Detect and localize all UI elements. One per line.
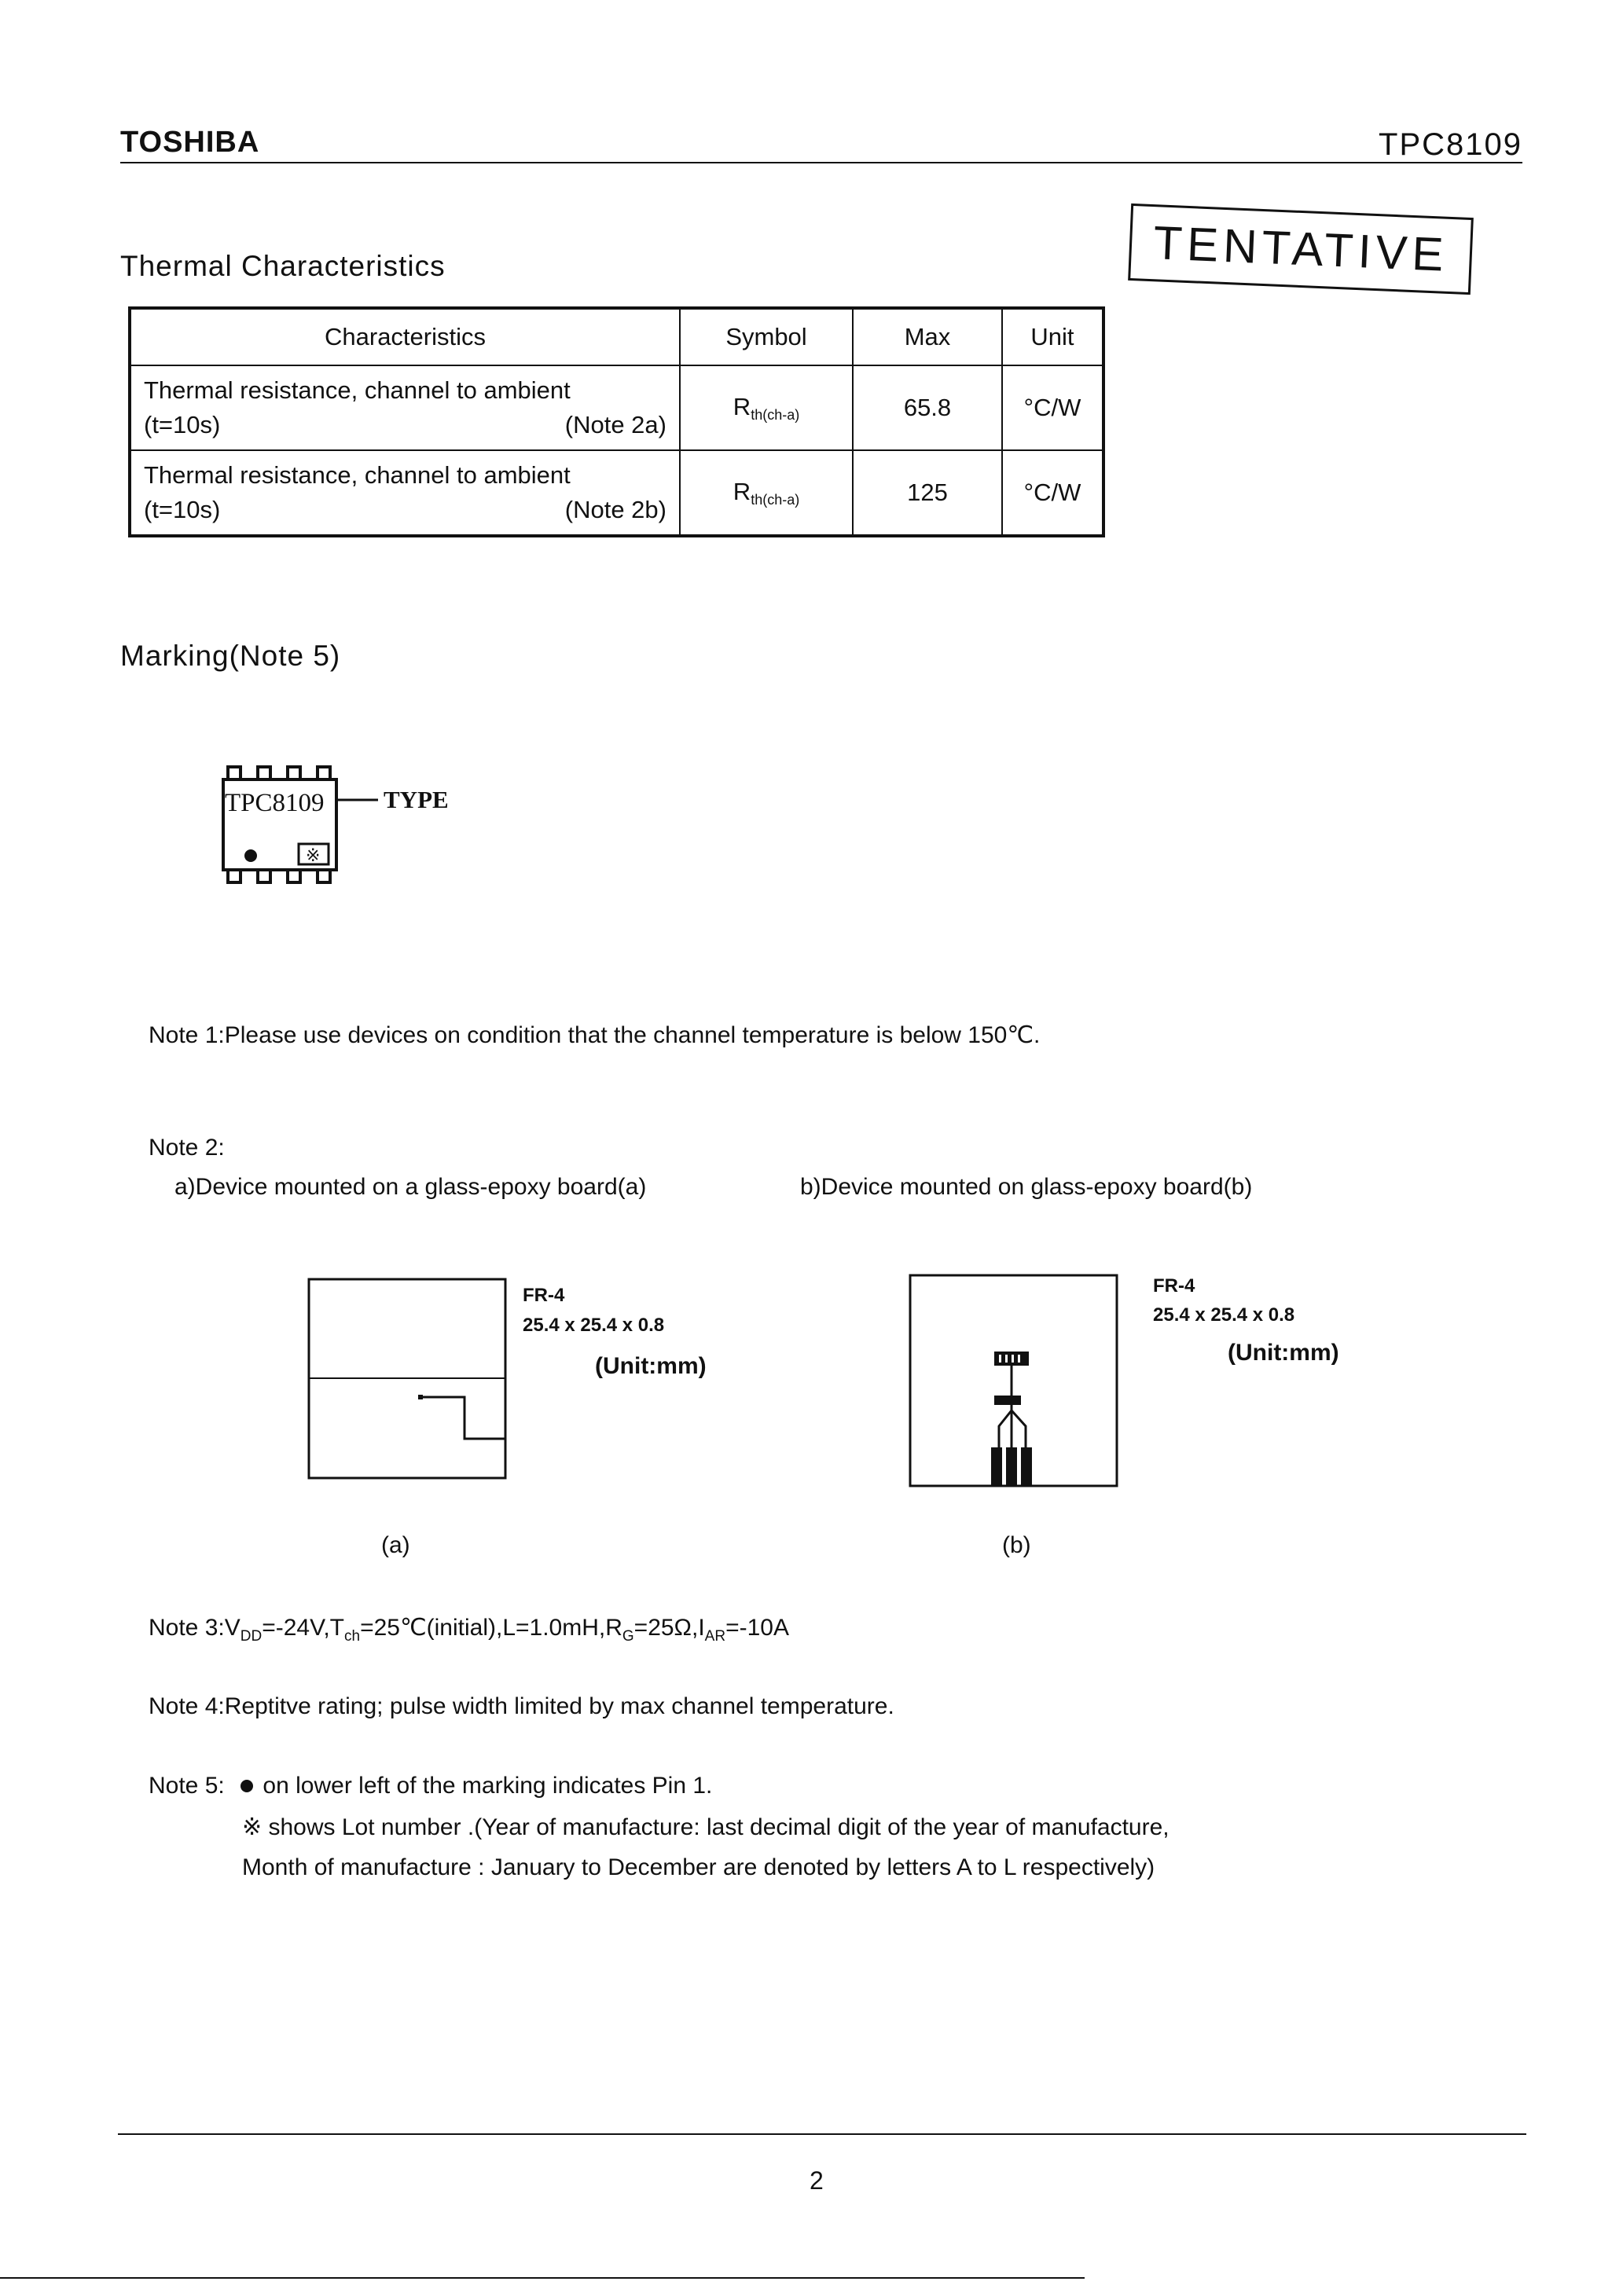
package-marking-diagram xyxy=(217,756,484,905)
note3-sub: AR xyxy=(704,1628,726,1645)
note-4: Note 4:Reptitve rating; pulse width limited by max channel temperature. xyxy=(149,1693,894,1719)
brand-logo-text: TOSHIBA xyxy=(120,126,260,159)
marking-section-title: Marking(Note 5) xyxy=(120,640,341,672)
note-2a: a)Device mounted on a glass-epoxy board(a) xyxy=(174,1174,647,1200)
board-b-diagram xyxy=(908,1273,1120,1489)
note3-part: =-24V,T xyxy=(262,1615,344,1641)
note3-part: =25℃(initial),L=1.0mH,R xyxy=(360,1615,622,1641)
thermal-table xyxy=(128,306,1105,537)
note3-part: =-10A xyxy=(725,1615,789,1641)
characteristic-condition: (t=10s) xyxy=(144,496,221,523)
table-row xyxy=(130,450,1103,536)
board-a-material: FR-4 xyxy=(523,1285,565,1306)
note3-part: Note 3:V xyxy=(149,1615,241,1641)
table-header-row xyxy=(130,308,1103,365)
note-3 xyxy=(149,1614,789,1645)
symbol-cell xyxy=(680,450,853,536)
characteristic-cell xyxy=(130,450,680,536)
unit-cell: °C/W xyxy=(1002,450,1103,536)
tentative-stamp: TENTATIVE xyxy=(1128,204,1474,295)
symbol-base: R xyxy=(733,392,751,420)
pin1-dot-icon xyxy=(241,1780,253,1792)
pin1-dot-icon xyxy=(244,849,257,862)
characteristic-note-ref: (Note 2b) xyxy=(564,496,666,523)
note3-sub: DD xyxy=(240,1628,263,1645)
symbol-base: R xyxy=(733,477,751,505)
board-a-diagram xyxy=(307,1277,511,1481)
characteristic-name: Thermal resistance, channel to ambient xyxy=(144,461,571,489)
board-b-unit: (Unit:mm) xyxy=(1228,1340,1339,1366)
top-pins xyxy=(228,767,330,779)
characteristic-note-ref: (Note 2a) xyxy=(564,411,666,438)
column-header-characteristics: Characteristics xyxy=(130,308,680,365)
column-header-unit: Unit xyxy=(1002,308,1103,365)
note-2b: b)Device mounted on glass-epoxy board(b) xyxy=(800,1174,1253,1200)
note3-part: =25Ω,I xyxy=(633,1615,705,1641)
max-value-cell: 125 xyxy=(853,450,1002,536)
symbol-cell xyxy=(680,365,853,450)
note-5-line-2: ※ shows Lot number .(Year of manufacture: last decimal digit of the year of manufacture, xyxy=(242,1814,1170,1840)
symbol-subscript: th(ch-a) xyxy=(751,406,800,423)
board-b-label: (b) xyxy=(1002,1532,1031,1558)
type-label: TYPE xyxy=(384,786,449,813)
board-b-material: FR-4 xyxy=(1153,1275,1195,1297)
header-divider xyxy=(120,162,1522,163)
part-number: TPC8109 xyxy=(1379,127,1522,162)
note-5 xyxy=(149,1773,712,1799)
unit-cell: °C/W xyxy=(1002,365,1103,450)
lot-symbol-icon: ※ xyxy=(306,846,321,866)
bottom-edge-line xyxy=(0,2277,1085,2279)
note5-label: Note 5: xyxy=(149,1773,225,1799)
footer-divider xyxy=(118,2133,1526,2135)
table-row xyxy=(130,365,1103,450)
thermal-section-title: Thermal Characteristics xyxy=(120,250,446,282)
board-a-unit: (Unit:mm) xyxy=(595,1353,707,1379)
characteristic-condition: (t=10s) xyxy=(144,411,221,438)
note3-sub: G xyxy=(622,1628,634,1645)
board-a-size: 25.4 x 25.4 x 0.8 xyxy=(523,1315,665,1336)
note3-sub: ch xyxy=(343,1628,361,1645)
characteristic-cell xyxy=(130,365,680,450)
column-header-symbol: Symbol xyxy=(680,308,853,365)
note-2-title: Note 2: xyxy=(149,1135,225,1161)
column-header-max: Max xyxy=(853,308,1002,365)
symbol-subscript: th(ch-a) xyxy=(751,491,800,508)
characteristic-name: Thermal resistance, channel to ambient xyxy=(144,376,571,404)
bottom-pins xyxy=(228,870,330,882)
page-number: 2 xyxy=(810,2166,824,2195)
board-a-label: (a) xyxy=(381,1532,410,1558)
max-value-cell: 65.8 xyxy=(853,365,1002,450)
note-5-line-3: Month of manufacture : January to December are denoted by letters A to L respectively) xyxy=(242,1854,1155,1880)
note5-line-1: on lower left of the marking indicates Pin 1. xyxy=(263,1773,713,1799)
package-text: TPC8109 xyxy=(225,789,325,817)
board-b-size: 25.4 x 25.4 x 0.8 xyxy=(1153,1304,1295,1326)
note-1: Note 1:Please use devices on condition that the channel temperature is below 150℃. xyxy=(149,1022,1041,1048)
